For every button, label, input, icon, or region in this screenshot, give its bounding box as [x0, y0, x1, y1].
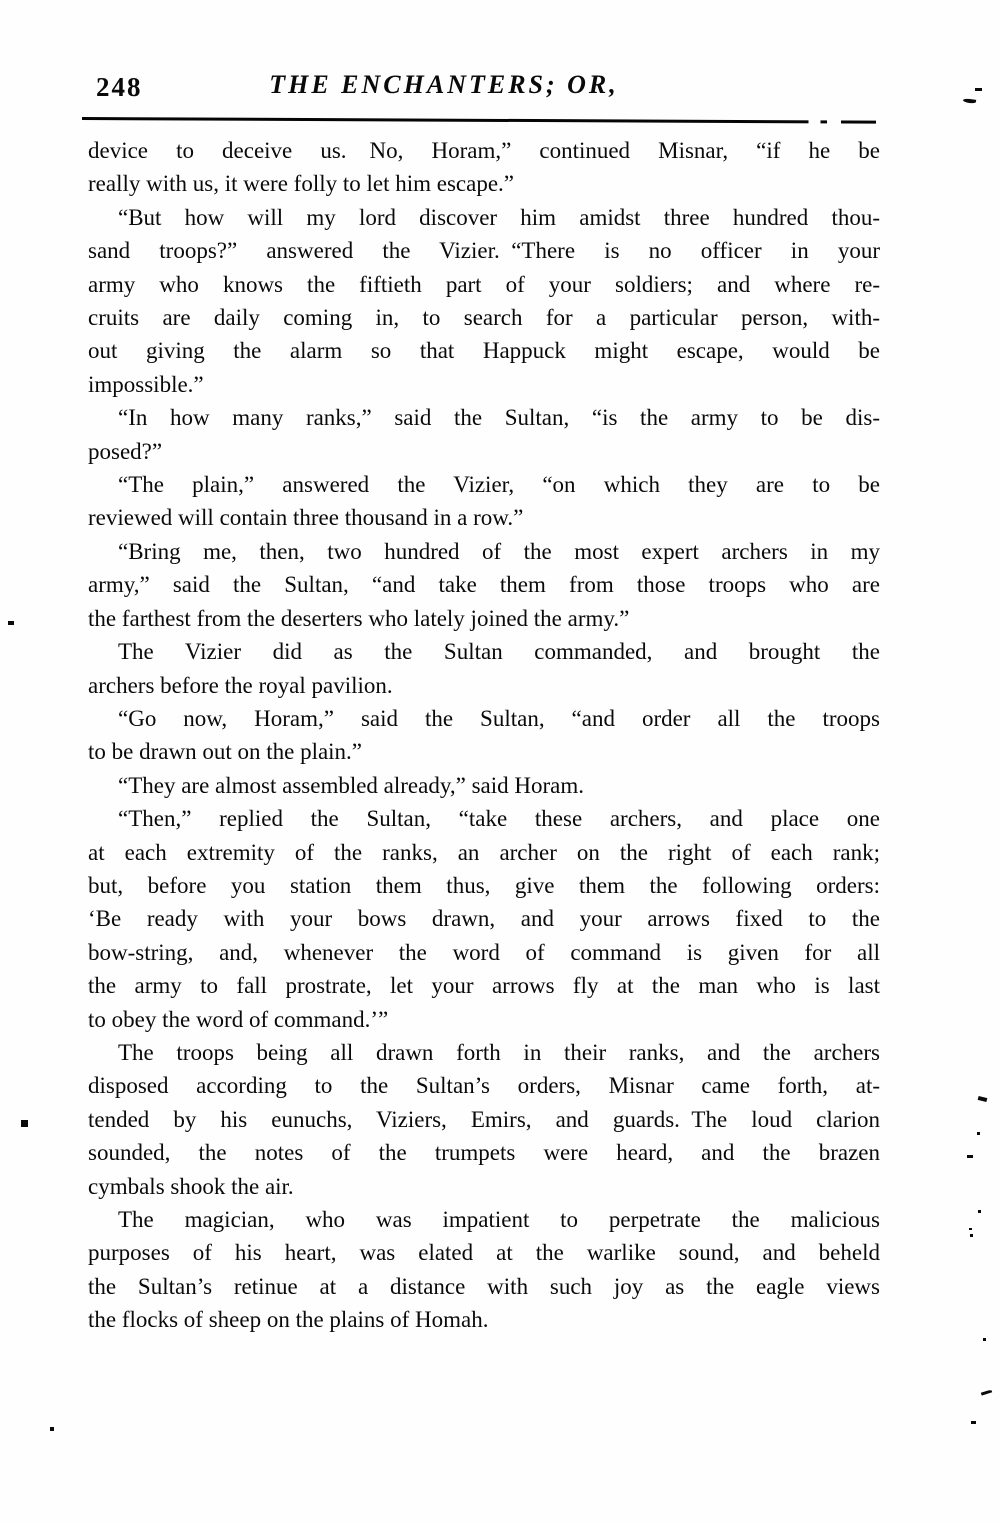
- text-line: army,” said the Sultan, “and take them from those troops who are: [88, 572, 880, 598]
- scan-speck: [970, 1234, 973, 1237]
- body-text: [88, 134, 880, 1337]
- text-line: The troops being all drawn forth in their ranks, and the archers: [118, 1039, 880, 1065]
- scan-speck: [977, 1132, 980, 1135]
- text-line: disposed according to the Sultan’s orders, Misnar came forth, at-: [88, 1073, 880, 1099]
- text-line: “The plain,” answered the Vizier, “on which they are to be: [118, 472, 880, 498]
- scan-speck: [975, 88, 982, 91]
- page-header: [0, 0, 1000, 110]
- text-line: to be drawn out on the plain.”: [88, 739, 363, 765]
- text-line: out giving the alarm so that Happuck might escape, would be: [88, 338, 880, 364]
- text-line: really with us, it were folly to let him escape.”: [88, 171, 515, 197]
- text-line: The Vizier did as the Sultan commanded, and brought the: [118, 639, 880, 665]
- scan-speck: [8, 621, 14, 625]
- text-line: army who knows the fiftieth part of your soldiers; and where re-: [88, 271, 880, 297]
- text-line: “Go now, Horam,” said the Sultan, “and order all the troops: [118, 705, 880, 731]
- scan-speck: [969, 1228, 972, 1230]
- text-line: “They are almost assembled already,” said Horam.: [118, 772, 584, 798]
- text-line: the flocks of sheep on the plains of Homah.: [88, 1307, 489, 1333]
- running-title: THE ENCHANTERS; OR,: [269, 70, 619, 99]
- scan-speck: [967, 1155, 973, 1158]
- text-line: but, before you station them thus, give them the following orders:: [88, 872, 880, 898]
- text-line: at each extremity of the ranks, an archer on the right of each rank;: [88, 839, 880, 865]
- text-line: purposes of his heart, was elated at the warlike sound, and beheld: [88, 1240, 880, 1266]
- text-line: cruits are daily coming in, to search for a particular person, with-: [88, 305, 880, 331]
- text-line: sounded, the notes of the trumpets were heard, and the brazen: [88, 1140, 880, 1166]
- text-line: bow-string, and, whenever the word of command is given for all: [88, 939, 880, 965]
- text-line: tended by his eunuchs, Viziers, Emirs, and guards. The loud clarion: [88, 1106, 880, 1132]
- text-line: ‘Be ready with your bows drawn, and your arrows fixed to the: [88, 906, 880, 932]
- text-line: posed?”: [88, 438, 163, 464]
- text-line: “Then,” replied the Sultan, “take these archers, and place one: [118, 806, 880, 832]
- text-line: cymbals shook the air.: [88, 1173, 294, 1199]
- header-rule: [82, 117, 876, 124]
- scan-speck: [983, 1338, 986, 1341]
- text-line: to obey the word of command.’”: [88, 1006, 389, 1032]
- scan-speck: [971, 1421, 976, 1424]
- text-line: the army to fall prostrate, let your arrows fly at the man who is last: [88, 973, 880, 999]
- scan-speck: [981, 1389, 992, 1395]
- text-line: device to deceive us. No, Horam,” continued Misnar, “if he be: [88, 138, 880, 163]
- text-line: archers before the royal pavilion.: [88, 672, 393, 698]
- scan-speck: [978, 1096, 988, 1102]
- page-number: 248: [96, 72, 143, 102]
- scan-speck: [50, 1427, 54, 1431]
- text-line: The magician, who was impatient to perpetrate the malicious: [118, 1207, 880, 1232]
- scan-speck: [21, 1120, 28, 1127]
- text-line: the Sultan’s retinue at a distance with such joy as the eagle views: [88, 1273, 880, 1299]
- scan-speck: [978, 1210, 981, 1213]
- text-line: “Bring me, then, two hundred of the most expert archers in my: [118, 538, 880, 564]
- text-line: “In how many ranks,” said the Sultan, “is the army to be dis-: [118, 405, 880, 431]
- text-line: “But how will my lord discover him amidst three hundred thou-: [118, 204, 880, 230]
- text-line: impossible.”: [88, 371, 204, 397]
- text-line: the farthest from the deserters who lately joined the army.”: [88, 605, 630, 631]
- text-line: reviewed will contain three thousand in a row.”: [88, 505, 524, 531]
- text-line: sand troops?” answered the Vizier. “There is no officer in your: [88, 238, 880, 264]
